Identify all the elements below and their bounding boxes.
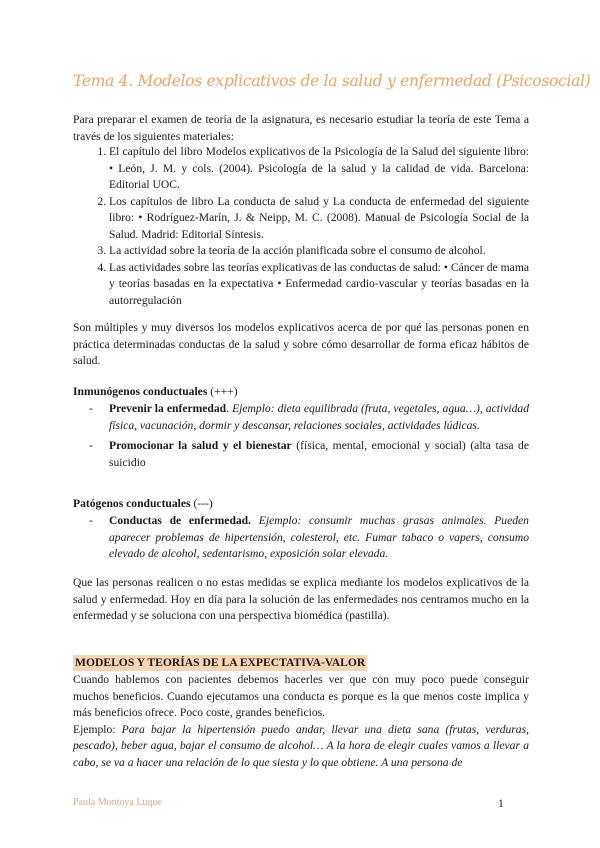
patogenos-suffix: (---) xyxy=(190,497,213,510)
patogenos-heading xyxy=(73,496,213,513)
dash-bullet-icon: - xyxy=(89,402,93,415)
inmunogenos-heading xyxy=(73,384,238,401)
inmunogenos-title: Inmunógenos conductuales xyxy=(73,385,208,398)
list-item: 1. El capítulo del libro Modelos explicativos de la Psicología de la Salud del siguiente libro: • León, J. M. y cols. (2004). Psicología de la salud y la calidad de vida. Barcelona: Editorial UOC. xyxy=(109,144,529,194)
item-bold: Conductas de enfermedad. xyxy=(109,514,252,527)
measures-paragraph: Que las personas realicen o no estas medidas se explica mediante los modelos explicativos de la salud y enfermedad. Hoy en día para la solución de las enfermedades nos centramos mucho en la enfermedad y se soluciona con una perspectiva biomédica (pastilla). xyxy=(73,576,529,622)
item-sep xyxy=(251,514,259,527)
expectativa-text: Cuando hablemos con pacientes debemos hacerles ver que con muy poco puede conseguir muchos beneficios. Cuando ejecutamos una conducta es porque es la que menos coste implica y más beneficios ofrece. Poco coste, grandes beneficios. xyxy=(73,673,529,719)
dash-bullet-icon: - xyxy=(89,439,93,452)
list-item: 2. Los capítulos de libro La conducta de salud y La conducta de enfermedad del siguiente libro: • Rodríguez-Marín, J. & Neipp, M. C. (2008). Manual de Psicología Social de la Salud. Madrid: Editorial Síntesis. xyxy=(109,194,529,244)
item-bold: Prevenir la enfermedad xyxy=(109,402,227,415)
list-item xyxy=(73,401,529,434)
item-text: (física, mental, emocional y social) (alta tasa de suicidio xyxy=(109,439,529,469)
patogenos-list xyxy=(73,513,529,563)
patogenos-title: Patógenos conductuales xyxy=(73,497,191,510)
list-item: 3. La actividad sobre la teoría de la acción planificada sobre el consumo de alcohol. xyxy=(109,243,529,260)
models-section-heading: MODELOS Y TEORÍAS DE LA EXPECTATIVA-VALOR xyxy=(75,656,366,669)
item-example: Ejemplo: dieta equilibrada (fruta, vegetales, agua…), actividad física, vacunación, dormir y descansar, relaciones sociales, actividades lúdicas. xyxy=(109,402,529,432)
page-title: Tema 4. Modelos explicativos de la salud y enfermedad (Psicosocial) xyxy=(73,72,591,90)
intro-paragraph: Para preparar el examen de teoría de la asignatura, es necesario estudiar la teoría de este Tema a través de los siguientes materiales: xyxy=(73,113,529,143)
list-item xyxy=(73,438,529,471)
inmunogenos-suffix: (+++) xyxy=(207,385,238,398)
inmunogenos-list xyxy=(73,401,529,471)
item-bold: Promocionar la salud y el bienestar xyxy=(109,439,292,452)
page-number: 1 xyxy=(498,797,504,810)
list-item: 4. Las actividades sobre las teorías explicativas de las conductas de salud: • Cáncer de mama y teorías basadas en la expectativa • Enfermedad cardio-vascular y teorías basadas en la autorregulación xyxy=(109,260,529,310)
dash-bullet-icon: - xyxy=(89,514,93,527)
item-sep: . xyxy=(226,402,233,415)
list-item xyxy=(73,513,529,563)
footer-author: Paula Montoya Luque xyxy=(73,797,162,808)
item-example: Ejemplo: consumir muchas grasas animales. Pueden aparecer problemas de hipertensión, colesterol, etc. Fumar tabaco o vapers, consumo elevado de alcohol, sedentarismo, exposición solar elevada. xyxy=(109,514,529,560)
example-text: Para bajar la hipertensión puedo andar, llevar una dieta sana (frutas, verduras, pescado), beber agua, bajar el consumo de alcohol… A la hora de elegir cuales vamos a llevar a cabo, se va a hacer una relación de lo que siesta y lo que obtiene. A una persona de xyxy=(73,722,530,769)
materials-list xyxy=(73,144,529,309)
example-label: Ejemplo: xyxy=(73,722,122,736)
models-paragraph: Son múltiples y muy diversos los modelos explicativos acerca de por qué las personas ponen en práctica determinadas conductas de la salud y sobre cómo desarrollar de forma eficaz hábitos de salud. xyxy=(73,321,529,367)
expectativa-paragraph xyxy=(73,672,529,771)
